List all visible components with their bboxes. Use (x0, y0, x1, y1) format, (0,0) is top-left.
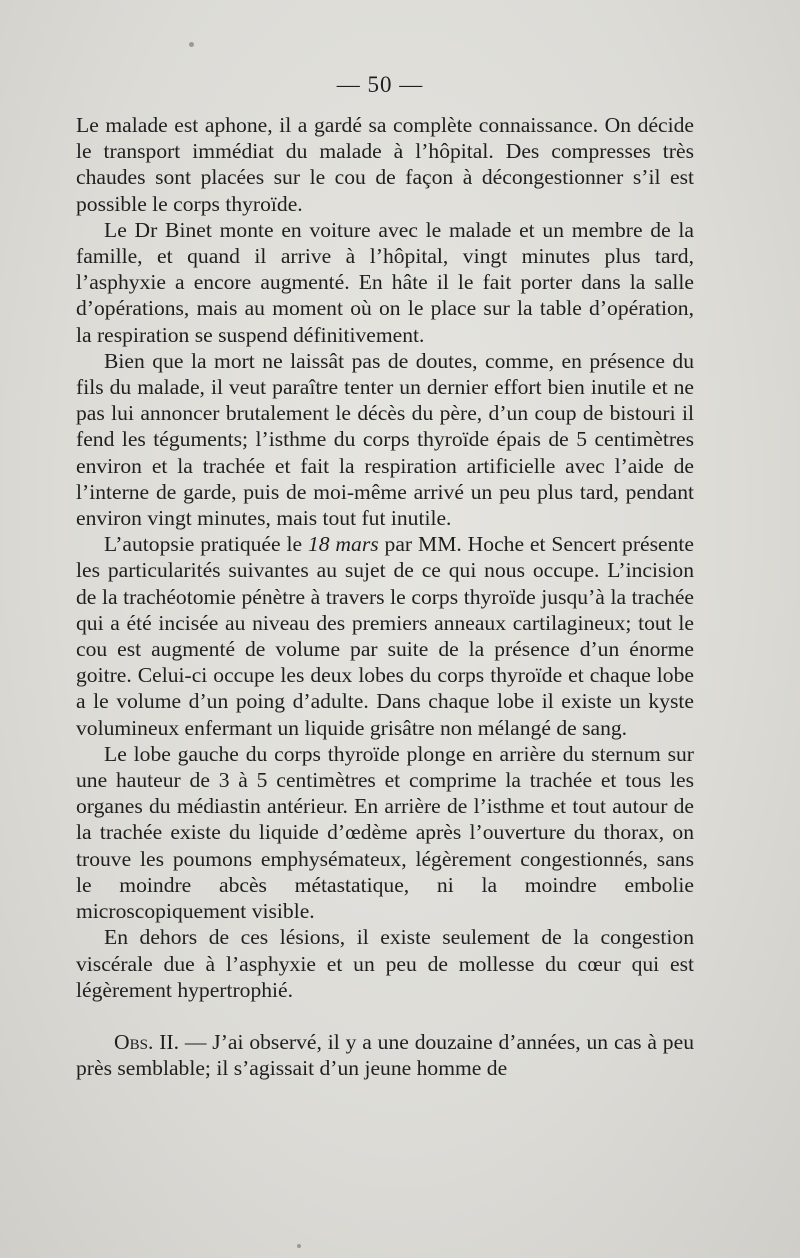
paragraph-observation (76, 1029, 694, 1081)
observation-label: Obs. II. (114, 1029, 179, 1054)
paragraph-autopsie (76, 531, 694, 741)
observation-text: — J’ai observé, il y a une douzaine d’années, un cas à peu près semblable; il s’agissait d’un jeune homme de (76, 1029, 694, 1081)
paragraph-lesions: En dehors de ces lésions, il existe seulement de la congestion viscérale due à l’asphyxie et un peu de mollesse du cœur qui est légèrement hypertrophié. (76, 925, 694, 1002)
paragraph-lobe-gauche: Le lobe gauche du corps thyroïde plonge en arrière du sternum sur une hauteur de 3 à 5 centimètres et comprime la trachée et tous les organes du médiastin antérieur. En arrière de l’isthme et tout autour de la trachée existe du liquide d’œdème après l’ouverture du thorax, on trouve les poumons emphysémateux, légèrement congestionnés, sans le moindre abcès métastatique, ni la moindre embolie microscopiquement visible. (76, 741, 694, 924)
ink-speck (189, 42, 194, 47)
autopsy-date: 18 mars (307, 532, 379, 557)
paragraph-mort: Bien que la mort ne laissât pas de doutes, comme, en présence du fils du malade, il veut paraître tenter un dernier effort bien inutile et ne pas lui annoncer brutalement le décès du père, d’un coup de bistouri il fend les téguments; l’isthme du corps thyroïde épais de 5 centimètres environ et la trachée et fait la respiration artificielle avec l’aide de l’interne de garde, puis de moi-même arrivé un peu plus tard, pendant environ vingt minutes, mais tout fut inutile. (76, 348, 694, 531)
page-number: — 50 — (336, 72, 424, 97)
paragraph-aphone: Le malade est aphone, il a gardé sa complète connaissance. On décide le transport immédiat du malade à l’hôpital. Des compresses très chaudes sont placées sur le cou de façon à décongestionner s’il est possible le corps thyroïde. (76, 113, 694, 216)
autopsy-rest: par MM. Hoche et Sencert (384, 532, 617, 557)
paragraph-binet: Le Dr Binet monte en voiture avec le malade et un membre de la famille, et quand il arrive à l’hôpital, vingt minutes plus tard, l’asphyxie a encore augmenté. En hâte il le fait porter dans la salle d’opérations, mais au moment où on le place sur la table d’opération, la respiration se suspend définitivement. (76, 217, 694, 347)
autopsy-lead: L’autopsie pratiquée le (104, 532, 303, 557)
autopsy-findings: présente les particularités suivantes au sujet de ce qui nous occupe. L’incision de la trachéotomie pénètre à travers le corps thyroïde jusqu’à la trachée qui a été incisée au niveau des premiers anneaux cartilagineux; tout le cou est augmenté de volume par suite de la présence d’un énorme goitre. Celui-ci occupe les deux lobes du corps thyroïde et chaque lobe a le volume d’un poing d’adulte. Dans chaque lobe il existe un kyste volumineux enfermant un liquide grisâtre non mélangé de sang. (76, 532, 694, 740)
body-text (76, 112, 694, 1081)
ink-speck (297, 1244, 301, 1248)
